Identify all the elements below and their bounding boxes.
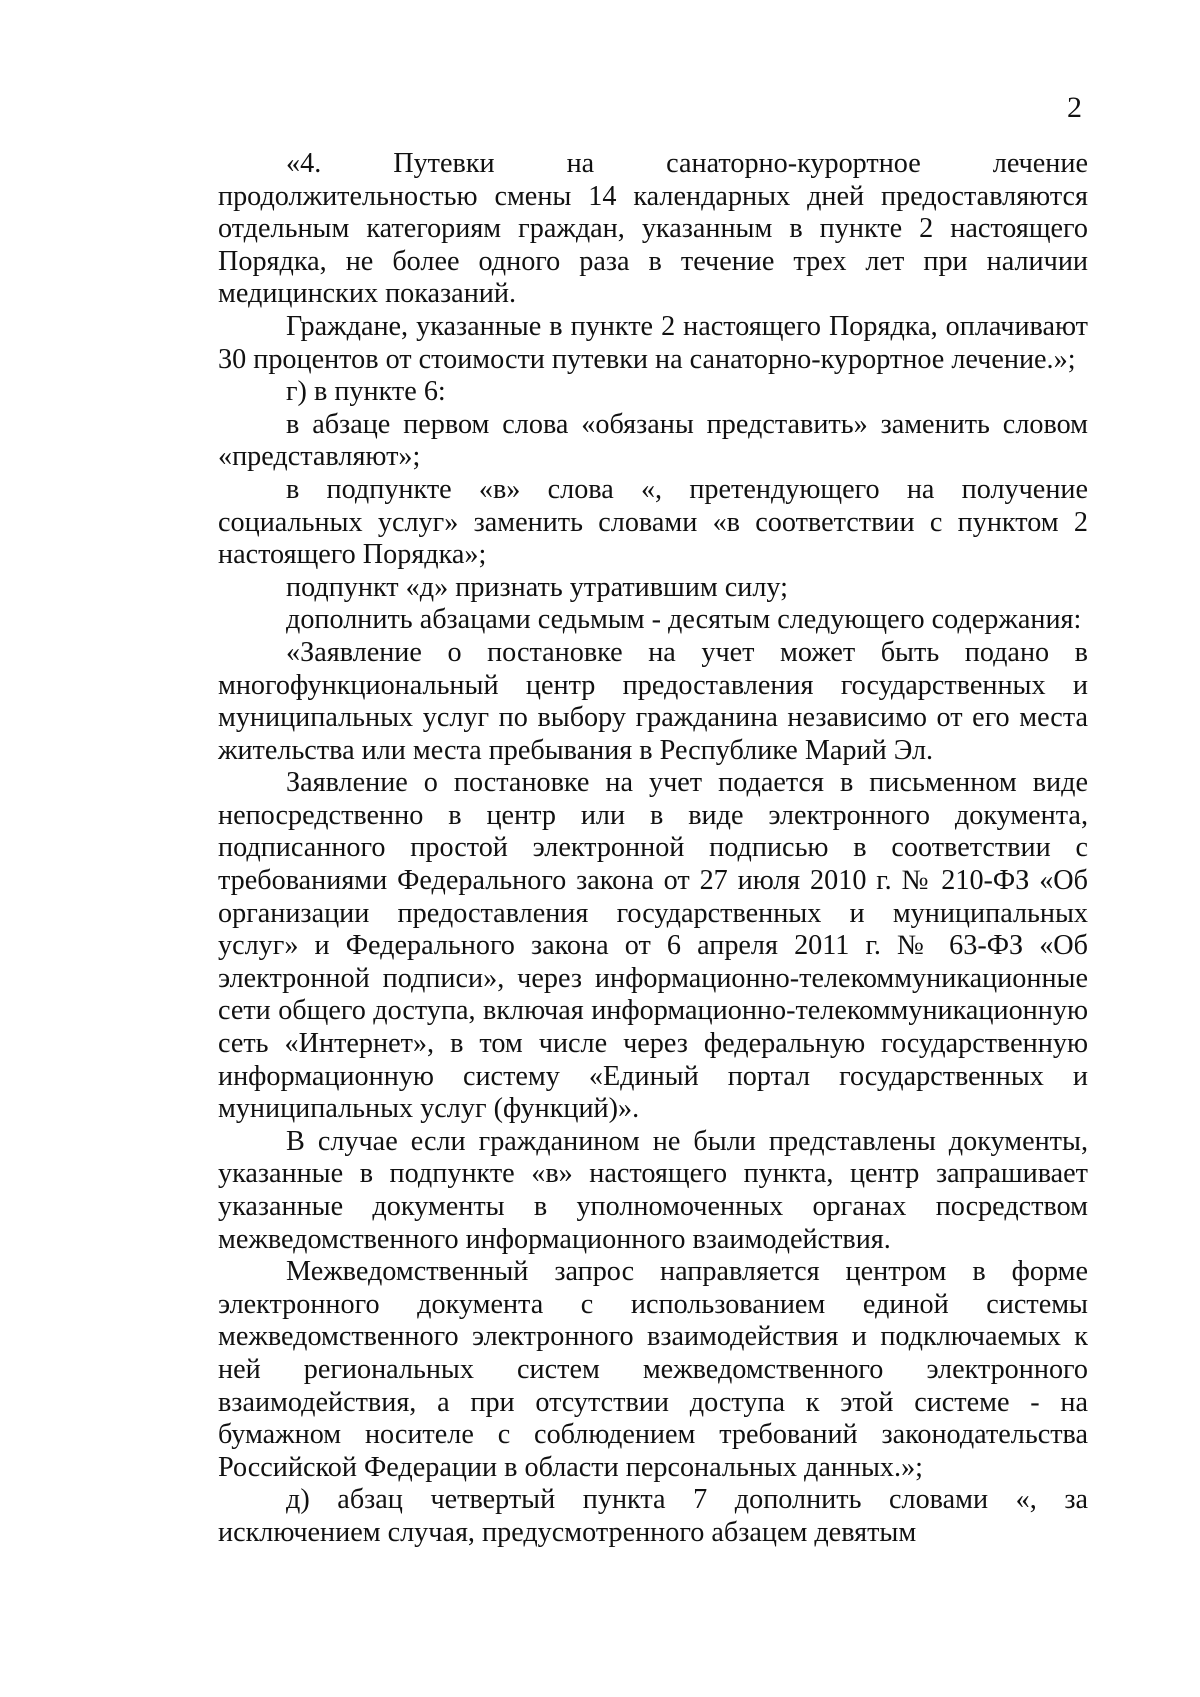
paragraph-application-electronic: Заявление о постановке на учет подается в письменном виде непосредственно в центр или в виде электронного документа, подписанного простой электронной подписью в соответствии с требованиями Федерального закона от 27 июля 2010 г. № 210-ФЗ «Об организации предоставления государственных и муниципальных услуг» и Федерального закона от 6 апреля 2011 г. № 63-ФЗ «Об электронной подписи», через информационно-телекоммуникационные сети общего доступа, включая информационно-телекоммуникационную сеть «Интернет», в том числе через федеральную государственную информационную систему «Единый портал государственных и муниципальных услуг (функций)».	[218, 767, 1088, 1125]
paragraph-item-4-vouchers: «4. Путевки на санаторно-курортное лечение продолжительностью смены 14 календарных дней предоставляются отдельным категориям граждан, указанным в пункте 2 настоящего Порядка, не более одного раза в течение трех лет при наличии медицинских показаний.	[218, 148, 1088, 310]
page-number: 2	[1067, 91, 1082, 124]
paragraph-subclause-v-change: в подпункте «в» слова «, претендующего на получение социальных услуг» заменить словами «в соответствии с пунктом 2 настоящего Порядка»;	[218, 473, 1088, 571]
paragraph-subclause-g: г) в пункте 6:	[286, 376, 446, 408]
paragraph-application-mfc: «Заявление о постановке на учет может быть подано в многофункциональный центр предоставления государственных и муниципальных услуг по выбору гражданина независимо от его места жительства или места пребывания в Республике Марий Эл.	[218, 636, 1088, 766]
paragraph-citizens-pay: Граждане, указанные в пункте 2 настоящего Порядка, оплачивают 30 процентов от стоимости путевки на санаторно-курортное лечение.»;	[218, 310, 1088, 375]
paragraph-documents-request: В случае если гражданином не были представлены документы, указанные в подпункте «в» настоящего пункта, центр запрашивает указанные документы в уполномоченных органах посредством межведомственного информационного взаимодействия.	[218, 1125, 1088, 1255]
paragraph-first-abzac-change: в абзаце первом слова «обязаны представить» заменить словом «представляют»;	[218, 408, 1088, 473]
paragraph-subclause-d-void: подпункт «д» признать утратившим силу;	[286, 571, 788, 603]
document-body	[218, 148, 1088, 1550]
paragraph-add-abzacs: дополнить абзацами седьмым - десятым следующего содержания:	[286, 604, 1082, 636]
paragraph-interagency-request: Межведомственный запрос направляется центром в форме электронного документа с использованием единой системы межведомственного электронного взаимодействия и подключаемых к ней региональных систем межведомственного электронного взаимодействия, а при отсутствии доступа к этой системе - на бумажном носителе с соблюдением требований законодательства Российской Федерации в области персональных данных.»;	[218, 1256, 1088, 1483]
paragraph-subclause-d-add: д) абзац четвертый пункта 7 дополнить словами «, за исключением случая, предусмотренного абзацем девятым	[218, 1484, 1088, 1548]
